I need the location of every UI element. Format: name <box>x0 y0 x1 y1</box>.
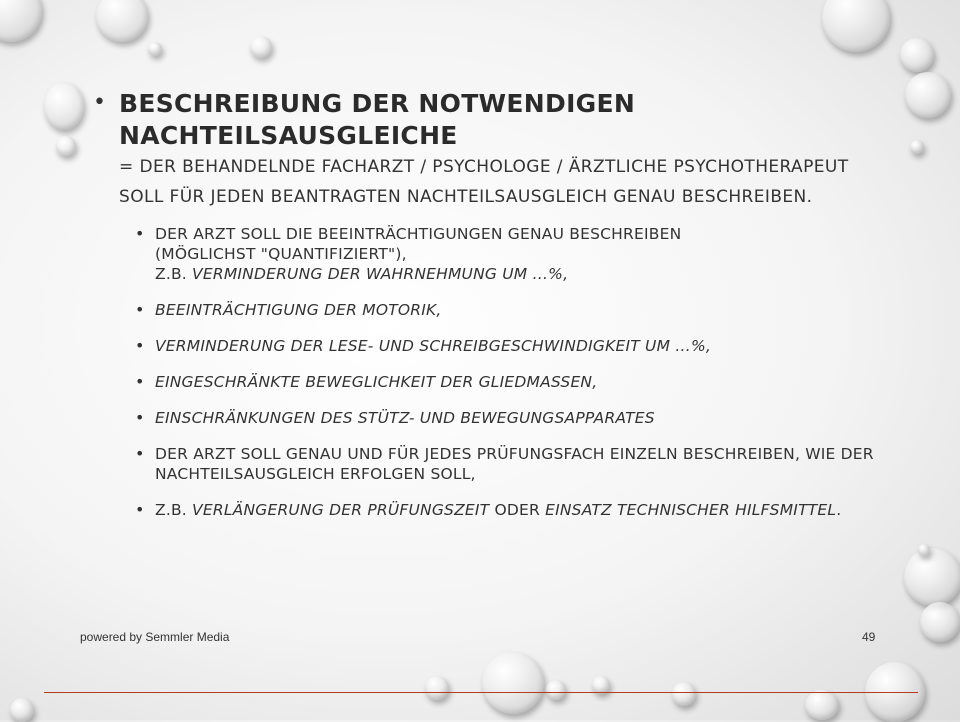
bullet-icon: • <box>135 336 145 355</box>
slide-content <box>85 88 885 536</box>
bullet-icon: • <box>135 408 145 427</box>
bullet-icon: • <box>135 372 145 391</box>
bullet-list <box>85 224 885 520</box>
list-item: • DER ARZT SOLL DIE BEEINTRÄCHTIGUNGEN GENAU BESCHREIBEN (MÖGLICHST "QUANTIFIZIERT"), Z.B. VERMINDERUNG DER WAHRNEHMUNG UM …%, <box>135 224 682 283</box>
bullet-icon: • <box>135 224 145 243</box>
list-item: • Z.B. VERLÄNGERUNG DER PRÜFUNGSZEIT ODER EINSATZ TECHNISCHER HILFSMITTEL. <box>135 500 842 519</box>
footer-credit: powered by Semmler Media <box>80 630 230 644</box>
list-item: • EINGESCHRÄNKTE BEWEGLICHKEIT DER GLIEDMASSEN, <box>135 372 598 391</box>
bullet-icon: • <box>135 500 145 519</box>
list-item: • VERMINDERUNG DER LESE- UND SCHREIBGESCHWINDIGKEIT UM …%, <box>135 336 712 355</box>
list-item: • DER ARZT SOLL GENAU UND FÜR JEDES PRÜFUNGSFACH EINZELN BESCHREIBEN, WIE DER NACHTEILSAUSGLEICH ERFOLGEN SOLL, <box>135 444 874 483</box>
page-number: 49 <box>862 630 876 644</box>
list-item: • BEEINTRÄCHTIGUNG DER MOTORIK, <box>135 300 442 319</box>
bullet-icon: • <box>93 90 106 115</box>
bullet-icon: • <box>135 444 145 463</box>
footer-divider <box>44 692 918 693</box>
slide-subline: = DER BEHANDELNDE FACHARZT / PSYCHOLOGE / ÄRZTLICHE PSYCHOTHERAPEUT SOLL FÜR JEDEN BEANTRAGTEN NACHTEILSAUSGLEICH GENAU BESCHREIBEN. <box>119 157 849 207</box>
list-item: • EINSCHRÄNKUNGEN DES STÜTZ- UND BEWEGUNGSAPPARATES <box>135 408 655 427</box>
main-bullet <box>85 88 885 212</box>
bullet-icon: • <box>135 300 145 319</box>
slide-heading: BESCHREIBUNG DER NOTWENDIGEN NACHTEILSAUSGLEICHE <box>119 89 636 150</box>
